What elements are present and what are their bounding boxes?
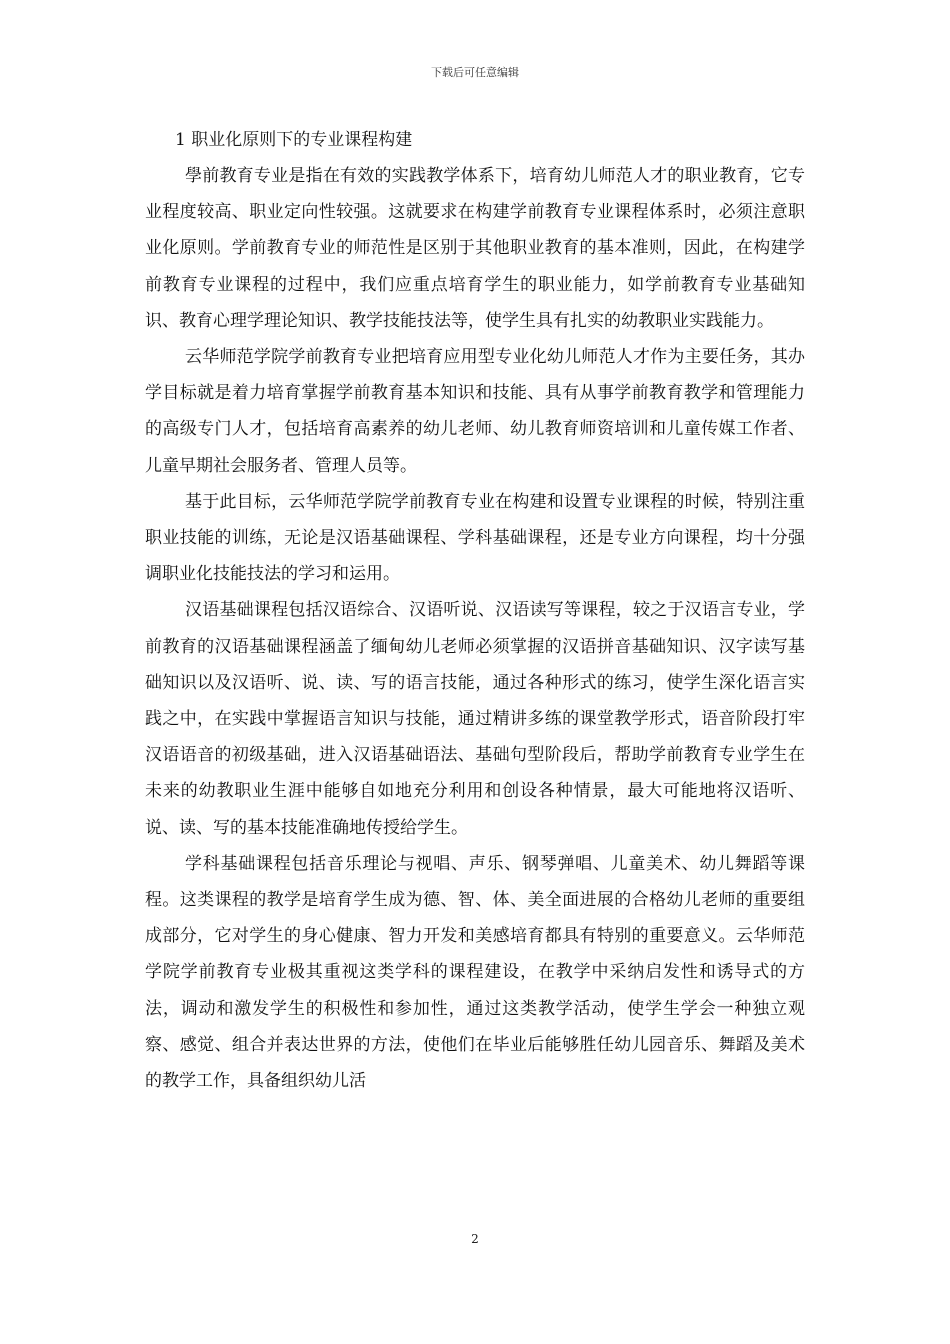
body-paragraph-5: 学科基础课程包括音乐理论与视唱、声乐、钢琴弹唱、儿童美术、幼儿舞蹈等课程。这类课程的教学是培育学生成为德、智、体、美全面进展的合格幼儿老师的重要组成部分，它对学生的身心健康、智力开发和美感培育都具有特别的重要意义。云华师范学院学前教育专业极其重视这类学科的课程建设，在教学中采纳启发性和诱导式的方法，调动和激发学生的积极性和参加性，通过这类教学活动，使学生学会一种独立观察、感觉、组合并表达世界的方法，使他们在毕业后能够胜任幼儿园音乐、舞蹈及美术的教学工作，具备组织幼儿活 bbox=[145, 853, 805, 1092]
body-paragraph-4: 汉语基础课程包括汉语综合、汉语听说、汉语读写等课程，较之于汉语言专业，学前教育的汉语基础课程涵盖了缅甸幼儿老师必须掌握的汉语拼音基础知识、汉字读写基础知识以及汉语听、说、读、写的语言技能，通过各种形式的练习，使学生深化语言实践之中，在实践中掌握语言知识与技能，通过精讲多练的课堂教学形式，语音阶段打牢汉语语音的初级基础，进入汉语基础语法、基础句型阶段后，帮助学前教育专业学生在未来的幼教职业生涯中能够自如地充分利用和创设各种情景，最大可能地将汉语听、说、读、写的基本技能准确地传授给学生。 bbox=[145, 600, 805, 838]
page-body bbox=[145, 122, 805, 1099]
page-header: 下载后可任意编辑 bbox=[431, 66, 519, 79]
body-paragraph-3: 基于此目标，云华师范学院学前教育专业在构建和设置专业课程的时候，特别注重职业技能的训练，无论是汉语基础课程、学科基础课程，还是专业方向课程，均十分强调职业化技能技法的学习和运用。 bbox=[145, 491, 805, 585]
body-paragraph-2: 云华师范学院学前教育专业把培育应用型专业化幼儿师范人才作为主要任务，其办学目标就是着力培育掌握学前教育基本知识和技能、具有从事学前教育教学和管理能力的高级专门人才，包括培育高素养的幼儿老师、幼儿教育师资培训和儿童传媒工作者、儿童早期社会服务者、管理人员等。 bbox=[145, 347, 805, 476]
body-paragraph-1: 學前教育专业是指在有效的实践教学体系下，培育幼儿师范人才的职业教育，它专业程度较高、职业定向性较强。这就要求在构建学前教育专业课程体系时，必须注意职业化原则。学前教育专业的师范性是区别于其他职业教育的基本准则，因此，在构建学前教育专业课程的过程中，我们应重点培育学生的职业能力，如学前教育专业基础知识、教育心理学理论知识、教学技能技法等，使学生具有扎实的幼教职业实践能力。 bbox=[145, 166, 805, 331]
section-heading: 1 职业化原则下的专业课程构建 bbox=[175, 130, 413, 150]
page-number: 2 bbox=[471, 1232, 479, 1246]
